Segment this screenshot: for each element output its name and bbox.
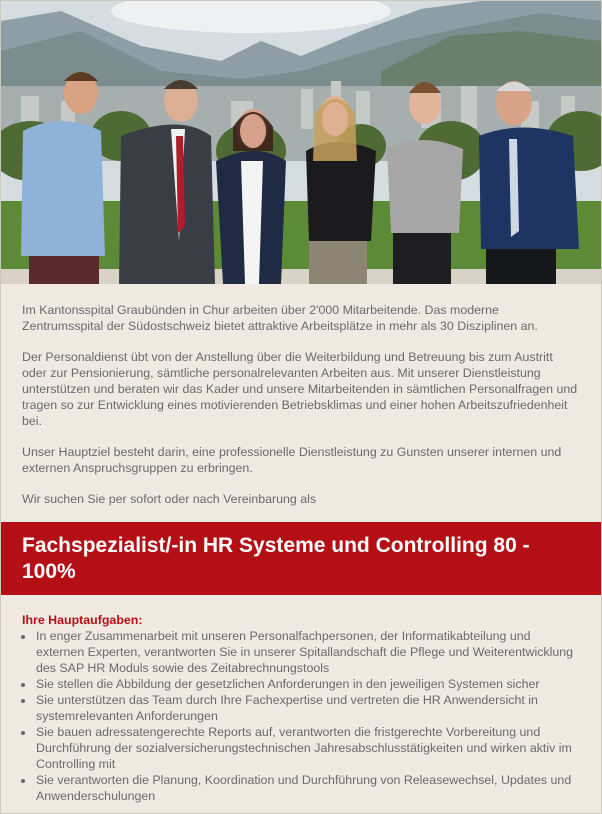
main-tasks-section bbox=[1, 595, 601, 804]
list-item: • In enger Zusammenarbeit mit unseren Personalfachpersonen, der Informatikabteilung und externen Experten, verantworten Sie in unserer Spitallandschaft die Pflege und Weiterentwicklung des SAP HR Moduls sowie des Zeitabrechnungstools bbox=[35, 628, 580, 676]
list-item: • Sie unterstützen das Team durch Ihre Fachexpertise und vertreten die HR Anwendersicht in systemrelevanten Anforderungen bbox=[35, 692, 580, 724]
intro-paragraph-3: Unser Hauptziel besteht darin, eine professionelle Dienstleistung zu Gunsten unserer internen und externen Anspruchsgruppen zu erbringen. bbox=[22, 445, 562, 475]
main-tasks-list bbox=[22, 628, 580, 804]
list-item: • Sie stellen die Abbildung der gesetzlichen Anforderungen in den jeweiligen Systemen sicher bbox=[35, 676, 580, 692]
job-title: Fachspezialist/-in HR Systeme und Controlling 80 - 100% bbox=[22, 534, 530, 583]
list-item: • Sie bauen adressatengerechte Reports auf, verantworten die fristgerechte Vorbereitung und Durchführung der sozialversicherungstechnischen Jahresabschlusstätigkeiten und wirken aktiv im Controlling mit bbox=[35, 724, 580, 772]
job-title-banner bbox=[1, 522, 601, 595]
intro-paragraph-4: Wir suchen Sie per sofort oder nach Vereinbarung als bbox=[22, 492, 317, 506]
intro-paragraph-1: Im Kantonsspital Graubünden in Chur arbeiten über 2'000 Mitarbeitende. Das moderne Zentrumsspital der Südostschweiz bietet attraktive Arbeitsplätze in mehr als 30 Disziplinen an. bbox=[22, 303, 538, 333]
main-tasks-heading: Ihre Hauptaufgaben: bbox=[22, 613, 143, 627]
team-photo-illustration bbox=[1, 1, 601, 284]
team-photo bbox=[1, 1, 601, 284]
intro-paragraph-2: Der Personaldienst übt von der Anstellung über die Weiterbildung und Betreuung bis zum Austritt oder zur Pensionierung, sämtliche personalrelevanten Arbeiten aus. Mit unserer Dienstleistung unterstützen und beraten wir das Kader und unsere Mitarbeitenden in sämtlichen Personalfragen und tragen so zur Entwicklung eines motivierenden Betriebsklimas und einer hohen Arbeitszufriedenheit bei. bbox=[22, 350, 578, 428]
list-item: • Sie verantworten die Planung, Koordination und Durchführung von Releasewechsel, Updates und Anwenderschulungen bbox=[35, 772, 580, 804]
intro-text bbox=[1, 284, 601, 507]
